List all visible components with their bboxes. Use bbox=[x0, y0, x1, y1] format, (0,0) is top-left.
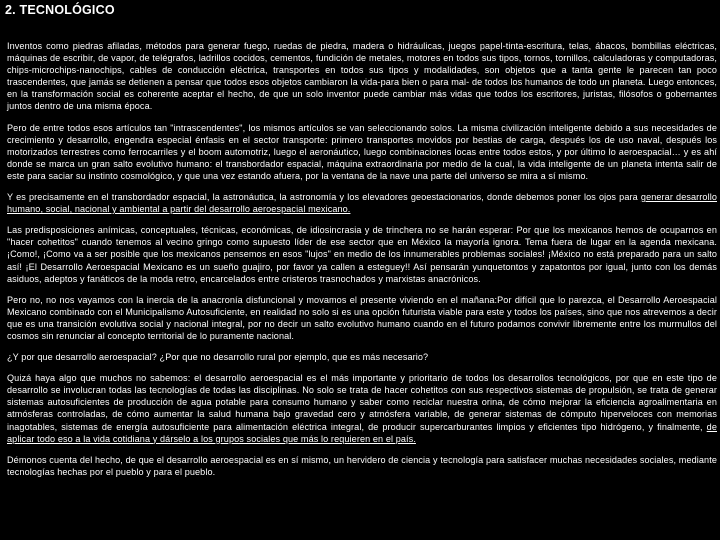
paragraph-inercia bbox=[7, 294, 717, 342]
paragraph-predisposiciones bbox=[7, 224, 717, 284]
paragraph-demonos bbox=[7, 454, 717, 478]
paragraph-text: Démonos cuenta del hecho, de que el desarrollo aeroespacial es en sí mismo, un hervidero de ciencia y tecnología para satisfacer muchas necesidades sociales, mediante tecnologías hechas por el pueblo y para el pueblo. bbox=[7, 454, 717, 477]
slide-body bbox=[7, 40, 717, 487]
paragraph-pregunta bbox=[7, 351, 717, 363]
paragraph-inventos bbox=[7, 40, 717, 113]
paragraph-text: Las predisposiciones anímicas, conceptuales, técnicas, económicas, de idiosincrasia y de trinchera no se harán esperar: Por que los mexicanos hemos de ocuparnos en "hacer cohetitos" cuando tenemos al vecino gringo como supuesto líder de ese sector que en México la mayoría ignora. Tema fuera de lugar en la agenda mexicana. ¡Como!, ¡Como va a ser posible que los mexicanos pensemos en esos "lujos" en medio de los innumerables problemas sociales! ¡México no está preparado para un salto así! ¡El Desarrollo Aeroespacial Mexicano es un sueño guajiro, por favor ya callen a esteguey!! Así pensarán yunquetontos y zapatontos por igual, junto con los demás asiduos, adeptos y fanáticos de la moda retro, encarcelados entre cristeros trasnochados y marxistas anacrónicos. bbox=[7, 225, 717, 284]
paragraph-precisamente bbox=[7, 191, 717, 215]
slide-title: 2. TECNOLÓGICO bbox=[5, 3, 115, 17]
paragraph-text: Pero de entre todos esos artículos tan "intrascendentes", los mismos artículos se van seleccionando solos. La misma civilización inteligente debido a sus necesidades de crecimiento y desarrollo, engendra especial énfasis en el sector transporte: primero transportes movidos por bestias de carga, después los de uso naval, después los motorizados terrestres como ferrocarriles y el boom automotriz, luego el aeronáutico, luego combinaciones locas entre todos estos, y por último lo aeroespacial… y es ahí donde se marca un gran salto evolutivo humano: el transbordador espacial, máquina extraordinaria por medio de la cual, la vida inteligente de un planeta intenta salir de este para saciar su instinto cosmológico, y que una vez estando afuera, por la ventana de la nave una parte del universo se mira a sí mismo. bbox=[7, 122, 717, 181]
paragraph-text: Inventos como piedras afiladas, métodos para generar fuego, ruedas de piedra, madera o hidráulicas, juegos papel-tinta-escritura, telas, ábacos, bombillas eléctricas, máquinas de escribir, de vapor, de telégrafos, ladrillos cocidos, cementos, fundición de metales, motores en todos sus tipos, tornos, tornillos, calculadoras y computadoras, chips-microchips-nanochips, cables de conducción eléctrica, transportes en todos sus tipos y modalidades, son objetos que a tanta gente le parecen tan poco trascendentes, que jamás se detienen a pensar que todos esos objetos cambiaron la vida-para bien o para mal- de todos los humanos de todo un planeta. Luego entonces, en la transformación social es coherente aceptar el hecho, de que un solo inventor puede cambiar más vidas que todos los escritores, juristas, filósofos o gobernantes juntos dentro de una misma época. bbox=[7, 41, 717, 112]
paragraph-text: Pero no, no nos vayamos con la inercia de la anacronía disfuncional y movamos el presente viviendo en el mañana:Por difícil que lo parezca, el Desarrollo Aeroespacial Mexicano combinado con el Municipalismo Autosuficiente, en realidad no solo si es una opción futurista viable para este y todos los países, sino que nos atrevemos a decir que es una transición evolutiva social y nacional integral, por no decir un salto evolutivo humano cuando en el futuro podamos convivir libremente entre los murmullos del cosmos sin renunciar al concepto territorial de lo puramente nacional. bbox=[7, 294, 717, 341]
paragraph-underlined-text: de aplicar todo eso a la vida cotidiana y dárselo a los grupos sociales que más lo requieren en el país. bbox=[7, 421, 717, 444]
paragraph-transbordador bbox=[7, 122, 717, 182]
paragraph-text: Y es precisamente en el transbordador espacial, la astronáutica, la astronomía y los elevadores geoestacionarios, donde debemos poner los ojos para bbox=[7, 192, 641, 203]
paragraph-underlined-text: generar desarrollo humano, social, nacional y ambiental a partir del desarrollo aeroespacial mexicano. bbox=[7, 192, 717, 215]
paragraph-text: ¿Y por que desarrollo aeroespacial? ¿Por que no desarrollo rural por ejemplo, que es más necesario? bbox=[7, 352, 429, 363]
paragraph-quiza bbox=[7, 372, 717, 445]
paragraph-text: Quizá haya algo que muchos no sabemos: el desarrollo aeroespacial es el más importante y prioritario de todos los desarrollos tecnológicos, por que en este tipo de desarrollo se involucran todas las tecnologías de todas las disciplinas. No solo se trata de hacer cohetitos con sus respectivos sistemas de propulsión, se trata de generar sistemas autosuficientes de producción de agua potable para consumo humano y saber como reciclar nuestra orina, de cómo mejorar la eficiencia agroalimentaria en atmósferas controladas, de cómo aumentar la salud humana bajo gravedad cero y atmósfera variable, de generar sistemas de cómputo hiperveloces con memorias inagotables, sistemas de energía autosuficiente para alimentación eléctrica integral, de producir supercarburantes limpios y eficientes tipo hidrógeno, y finalmente, bbox=[7, 373, 717, 432]
